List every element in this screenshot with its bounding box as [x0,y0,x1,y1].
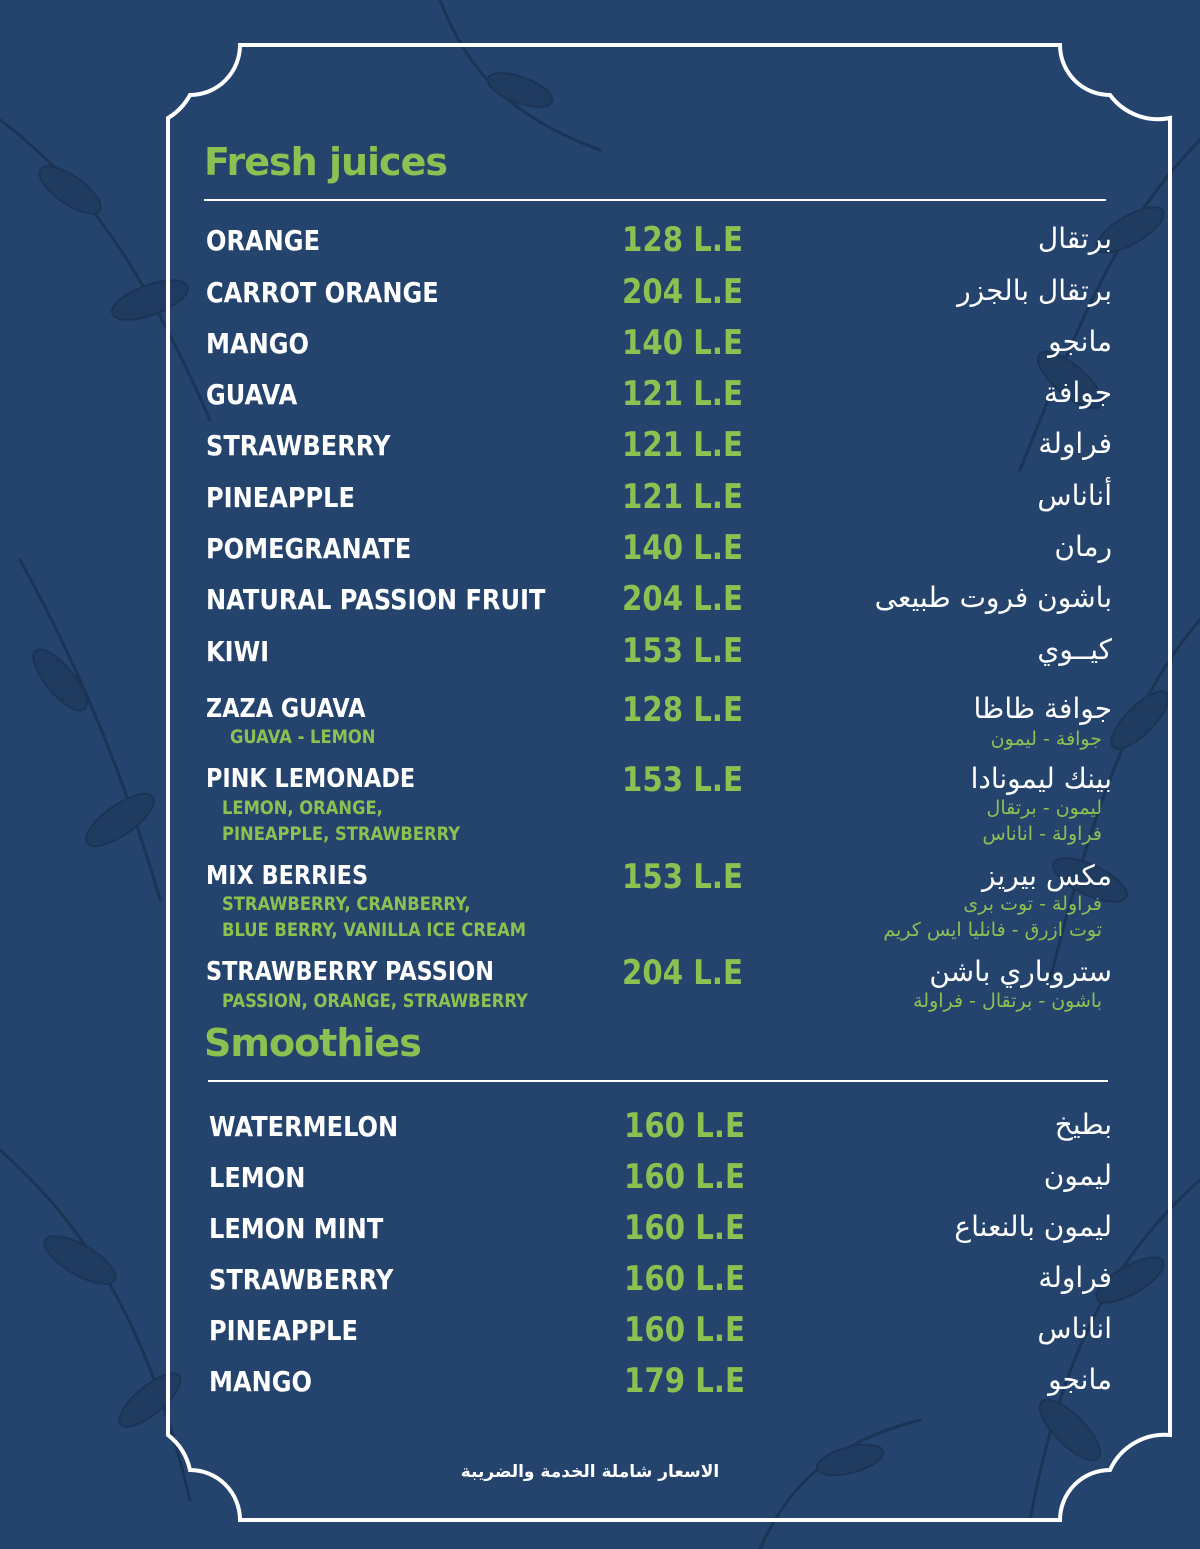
menu-item [0,272,1200,326]
item-name-en: MIX BERRIES [206,861,369,891]
menu-item [0,631,1200,685]
item-price: 128 L.E [622,690,743,730]
item-name-en: GUAVA [206,378,298,411]
item-name-en: KIWI [206,635,270,668]
item-name-ar: مانجو [1048,325,1112,358]
item-name-ar: جوافة [1044,376,1112,409]
item-ingredients-ar: ليمون - برتقال [986,797,1102,819]
section-divider [208,1080,1108,1082]
section-divider [204,199,1106,201]
item-price: 140 L.E [622,323,743,363]
item-ingredients-ar: باشون - برتقال - فراولة [913,990,1102,1012]
item-ingredients-ar: فراولة - اناناس [982,823,1102,845]
item-name-en: STRAWBERRY [209,1263,394,1296]
section-title-smoothies: Smoothies [204,1021,421,1065]
item-name-ar: برتقال [1037,222,1112,255]
menu-item [0,477,1200,531]
item-name-ar: باشون فروت طبيعى [874,581,1112,614]
item-price: 160 L.E [624,1208,745,1248]
item-price: 128 L.E [622,220,743,260]
item-name-ar: بينك ليمونادا [970,762,1112,795]
item-name-en: STRAWBERRY [206,429,391,462]
menu-item [0,220,1200,274]
item-price: 153 L.E [622,760,743,800]
item-name-en: MANGO [206,327,309,360]
item-price: 160 L.E [624,1106,745,1146]
item-name-ar: ستروباري باشن [929,955,1112,988]
item-price: 160 L.E [624,1310,745,1350]
item-name-ar: جوافة ظاظا [973,692,1112,725]
item-name-en: WATERMELON [209,1110,399,1143]
item-name-en: CARROT ORANGE [206,276,439,309]
item-price: 179 L.E [624,1361,745,1401]
section-title-fresh-juices: Fresh juices [204,140,447,184]
item-name-ar: برتقال بالجزر [957,274,1112,307]
item-name-ar: رمان [1054,530,1112,563]
item-name-en: LEMON [209,1161,306,1194]
item-ingredients-ar: فراولة - توت برى [963,893,1102,915]
item-ingredients-en: PASSION, ORANGE, STRAWBERRY [222,990,528,1012]
item-price: 204 L.E [622,953,743,993]
item-price: 204 L.E [622,579,743,619]
item-name-en: ZAZA GUAVA [206,694,366,724]
item-ingredients-ar: جوافة - ليمون [990,728,1102,750]
item-name-ar: اناناس [1037,1312,1112,1345]
item-name-ar: ليمون بالنعناع [954,1210,1112,1243]
menu-item [0,760,1200,854]
menu-item [0,953,1200,1017]
menu-item [0,690,1200,754]
item-name-en: PINEAPPLE [206,481,355,514]
price-note: الاسعار شاملة الخدمة والضريبة [460,1462,720,1482]
menu-item [0,425,1200,479]
item-name-en: PINK LEMONADE [206,764,416,794]
item-price: 121 L.E [622,477,743,517]
menu-item [0,579,1200,633]
item-ingredients-ar: توت ازرق - فانليا ايس كريم [883,919,1102,941]
menu-item [0,1208,1200,1262]
menu-item [0,374,1200,428]
menu-item [0,1310,1200,1364]
item-name-ar: كيــوي [1037,633,1112,666]
item-name-ar: بطيخ [1054,1108,1112,1141]
item-price: 121 L.E [622,374,743,414]
item-name-en: POMEGRANATE [206,532,412,565]
item-ingredients-en: PINEAPPLE, STRAWBERRY [222,823,461,845]
item-price: 153 L.E [622,631,743,671]
item-ingredients-en: GUAVA - LEMON [230,726,376,748]
item-price: 121 L.E [622,425,743,465]
item-ingredients-en: LEMON, ORANGE, [222,797,383,819]
item-name-ar: مانجو [1048,1363,1112,1396]
menu-item [0,1361,1200,1415]
item-name-ar: أناناس [1037,479,1112,512]
item-name-en: MANGO [209,1365,312,1398]
item-price: 160 L.E [624,1259,745,1299]
menu-item [0,323,1200,377]
menu-item [0,1106,1200,1160]
item-name-ar: مكس بيريز [982,859,1112,892]
menu-item [0,1259,1200,1313]
item-name-en: PINEAPPLE [209,1314,358,1347]
item-name-en: NATURAL PASSION FRUIT [206,583,546,616]
item-name-ar: فراولة [1038,427,1112,460]
item-price: 140 L.E [622,528,743,568]
item-name-en: LEMON MINT [209,1212,384,1245]
menu-item [0,857,1200,951]
item-ingredients-en: STRAWBERRY, CRANBERRY, [222,893,471,915]
item-price: 153 L.E [622,857,743,897]
menu-item [0,528,1200,582]
menu-item [0,1157,1200,1211]
item-price: 204 L.E [622,272,743,312]
item-price: 160 L.E [624,1157,745,1197]
item-name-ar: فراولة [1038,1261,1112,1294]
item-name-en: ORANGE [206,224,321,257]
item-name-en: STRAWBERRY PASSION [206,957,494,987]
item-name-ar: ليمون [1043,1159,1112,1192]
item-ingredients-en: BLUE BERRY, VANILLA ICE CREAM [222,919,526,941]
